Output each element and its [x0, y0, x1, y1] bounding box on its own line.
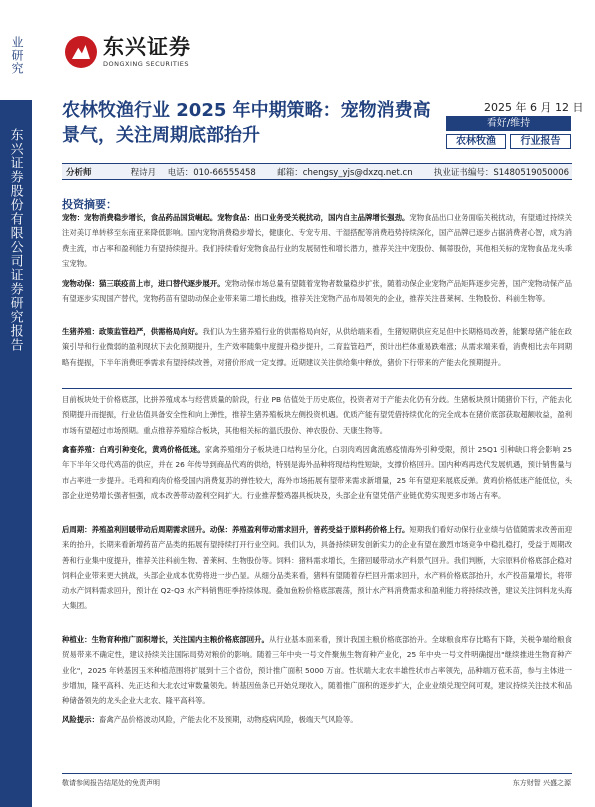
- analyst-email[interactable]: 邮箱：chengsy_yjs@dxzq.net.cn: [277, 167, 413, 178]
- industry-tag: 农林牧渔: [446, 134, 506, 149]
- paragraph-planting: [62, 632, 572, 710]
- summary-title: 投资摘要：: [62, 198, 117, 211]
- paragraph-lead: 宠物：宠物消费稳步增长，食品药品国货崛起。宠物食品：出口业务受关税扰动，国内自主品牌增长强劲。: [62, 213, 410, 222]
- sidebar-label: 东兴证券股份有限公司证券研究报告: [7, 128, 23, 352]
- sidebar-band: [0, 100, 32, 807]
- paragraph-body: 短期我们看好动保行业业绩与估值随需求改善而迎来的抬升，长期来看新增药苗产品类的拓展有望持续打开行业空间。我们认为，具备持续研发创新实力的企业有望在激烈市场竞争中稳扎稳打，受益于周期改善和行业集中度提升，推荐关注科前生物、普莱柯、生物股份等。饲料：猪料需求增长，生猪回暖带动水产料景气回升。我们判断，大宗原料价格底部企稳对饲料企业带来更大挑战，头部企业成本优势将进一步凸显。从细分品类来看，猪料有望随着存栏回升需求回升，水产料价格底部抬升，水产投苗量增长，将带动水产饲料需求回升，预计在 Q2-Q3 水产料销售旺季持续体现。叠加鱼粉价格底部震荡，预计水产料消费需求和盈利能力将持续改善，建议关注饲料龙头海大集团。: [62, 525, 572, 611]
- analyst-bar: [62, 163, 572, 180]
- paragraph-lead: 生猪养殖：政策监管趋严，供需格局向好。: [62, 327, 203, 336]
- report-type-tag: 行业报告: [510, 134, 571, 149]
- report-title: 农林牧渔行业 2025 年中期策略：宠物消费高景气，关注周期底部抬升: [62, 100, 431, 147]
- paragraph-hog-valuation: [62, 392, 572, 440]
- paragraph-post-cycle: [62, 522, 572, 630]
- paragraph-pet-food: [62, 210, 572, 272]
- paragraph-body: 我们认为生猪养殖行业的供需格局向好，从供给端来看，生猪短期供应充足但中长期格局改善，能繁母猪产能在政策引导和行业微弱的盈利现状下去化预期提升，生产效率随集中度提升稳步提升，二育监管趋严，预计出栏体重易跌难涨；从需求端来看，消费相比去年同期略有提振，下半年消费旺季需求有望持续改善，对猪价形成一定支撑。近期建议关注供给集中释放，猪价下行带来的产能去化预期提升。: [62, 327, 572, 367]
- paragraph-body: 家禽养殖细分子板块进口结构呈分化，白羽肉鸡因禽流感疫情海外引种受限，预计 25Q1 引种缺口将会影响 25 年下半年父母代鸡苗的供应，并在 26 年传导到商品代鸡的供给，特别是海外品种将现结构性短缺，支撑价格回升。国内种鸡再迭代发展机遇，预计销售量与市占率进一步提升。毛鸡和鸡肉价格受国内消费复苏的弹性较大，海外市场拓展有望带来需求新增量，25 年有望迎来展底反弹。黄鸡价格低迷产能低位，头部企业逆势增长强者恒强，成本改善带动盈利空间扩大。行业推荐整鸡器具板块及，头部企业有望凭借产业链优势实现更多市场占有率。: [62, 445, 572, 500]
- paragraph-lead: 宠物动保：猫三联疫苗上市，进口替代逐步展开。: [62, 279, 225, 288]
- paragraph-pet-health: [62, 276, 572, 322]
- paragraph-lead: 后周期：养殖盈利回暖带动后周期需求回升。动保：养殖盈利带动需求回升，普药受益于原料药价格上行。: [62, 525, 410, 534]
- analyst-label: 分析师: [66, 167, 92, 178]
- brand-logo: [65, 36, 191, 68]
- brand-name-en: DONGXING SECURITIES: [103, 59, 189, 68]
- footer-disclaimer: 敬请参阅报告结尾处的免责声明: [62, 779, 160, 787]
- paragraph-body: 宠物动保市场总量有望随着宠物者数量稳步扩张，随着动保企业宠物产品矩阵逐步完善，国产宠物动保产品有望逐步实现国产替代，宠物药苗有望助动保企业带来第二增长曲线，推荐关注宠物产品布局领先的企业，推荐关注普莱柯、生物股份、科前生物等。: [62, 279, 572, 304]
- analyst-tel: 电话：010-66555458: [167, 167, 256, 178]
- brand-name-cn: 东兴证券: [103, 35, 191, 60]
- paragraph-body: 从行业基本面来看，预计我国主粮价格底部抬升。全球粮食库存比略有下降，关税争端给粮食贸易带来不确定性，建议持续关注国际局势对粮价的影响。随着三年中央一号文件聚焦生物育种产业化，25 年中央一号文件明确提出"继续推进生物育种产业化"，2025 年转基因玉米种植范围将扩展到十三个省份，预计推广面积 5000 万亩。性状端大北农丰雄性状市占率领先，品种端万苞禾苗，参与主体进一步增加，隆平高科、先正达和大北农过审数量领先。转基因鱼条已开始兑现收入，随着推广面积的逐步扩大，企业业绩兑现空间可观，建议持续关注技术和品种储备领先的龙头企业大北农、隆平高科等。: [62, 635, 572, 706]
- rating-badge: 看好/维持: [446, 116, 571, 131]
- footer-divider: [62, 773, 572, 774]
- analyst-name: 程诗月: [130, 167, 157, 178]
- report-date: 2025 年 6 月 12 日: [484, 101, 584, 114]
- sidebar-top: [0, 0, 32, 100]
- sidebar-top-label: 业研究: [10, 36, 24, 75]
- paragraph-poultry: [62, 442, 572, 520]
- paragraph-lead: 风险提示：: [62, 715, 99, 724]
- paragraph-body: 畜禽产品价格波动风险，产能去化不及预期，动物疫病风险，极端天气风险等。: [98, 715, 358, 724]
- paragraph-body: 宠物食品出口业务面临关税扰动，有望通过持续关注对美订单转移至东南亚来降低影响。国内宠物消费稳步增长，健康化、专宠专用、干湿搭配等消费趋势持续深化，国产品牌已逐步占据消费者心智，成为消费主流，市占率和盈利能力有望持续提升。我们持续看好宠物食品行业的发展韧性和增长潜力，推荐关注中宠股份、佩蒂股份，其他相关标的宠物食品龙头乖宝宠物。: [62, 213, 572, 268]
- analyst-cert: 执业证书编号：S1480519050006: [433, 167, 570, 178]
- brand-mark-icon: [65, 36, 97, 68]
- paragraph-body: 目前板块处于价格底部，比拼养殖成本与经营质量的阶段，行业 PB 估值处于历史底位，投资者对于产能去化仍有分歧。生猪板块预计随猪价下行，产能去化预期提升而提振，行业估值具备安全性和向上弹性，推荐生猪养殖板块左侧投资机遇。优质产能有望凭借持续优化的完全成本在猪价底部获取超额收益，盈利市场有望超过市场预期。重点推荐养殖综合板块，其他相关标的温氏股份、神农股份、天康生物等。: [62, 395, 572, 435]
- paragraph-hog: [62, 324, 572, 386]
- footer-slogan: 东方财智 兴盛之源: [512, 779, 571, 787]
- paragraph-lead: 禽畜养殖：白鸡引种变化，黄鸡价格低迷。: [62, 445, 205, 454]
- paragraph-risk: [62, 712, 572, 728]
- paragraph-lead: 种植业：生物育种推广面积增长，关注国内主粮价格底部回升。: [62, 635, 269, 644]
- divider: [62, 388, 572, 389]
